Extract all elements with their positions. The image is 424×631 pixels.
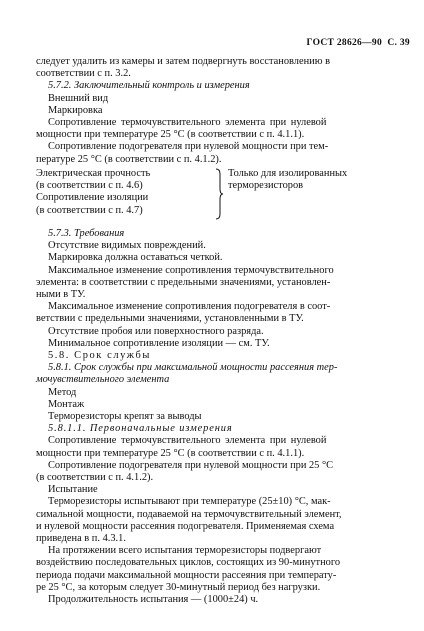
text-line: ветствии с предельными значениями, установленными в ТУ. [36, 313, 304, 325]
text-line: Испытание [48, 484, 98, 496]
page-header [306, 38, 410, 48]
text-line: мочувствительного элемента [36, 374, 170, 386]
text-block-main [36, 228, 414, 606]
text-line: Минимальное сопротивление изоляции — см. ТУ. [48, 337, 270, 349]
text-line: Максимальное изменение сопротивления подогревателя в соот- [48, 301, 331, 313]
text-line: (в соответствии с п. 4.1.2). [36, 472, 154, 484]
text-line: Сопротивление термочувствительного элемента при нулевой [48, 117, 327, 129]
brace-left-line: Сопротивление изоляции [36, 192, 149, 204]
section-heading-5-8: 5.8. Срок службы [48, 350, 151, 362]
brace-left-line: (в соответствии с п. 4.6) [36, 180, 143, 192]
text-line: Терморезисторы крепят за выводы [48, 411, 202, 423]
page-number: С. 39 [387, 38, 410, 48]
text-line: ными в ТУ. [36, 289, 86, 301]
brace-right-items [228, 168, 408, 192]
text-line: периода подачи максимальной мощности рассеяния при температу- [36, 569, 337, 581]
brace-left-line: Электрическая прочность [36, 168, 151, 179]
text-line: симальной мощности, подаваемой на термочувствительный элемент, [36, 508, 342, 520]
text-line: и нулевой мощности рассеяния подогревателя. Применяемая схема [36, 520, 335, 532]
text-line: мощности при температуре 25 °С (в соответствии с п. 4.1.1). [36, 129, 305, 141]
text-line: Монтаж [48, 398, 85, 410]
section-heading-5-8-1-1: 5.8.1.1. Первоначальные измерения [48, 423, 233, 435]
standard-number: ГОСТ 28626—90 [306, 38, 383, 48]
text-line: соответствии с п. 3.2. [36, 68, 131, 80]
text-line: Сопротивление подогревателя при нулевой мощности при тем- [48, 141, 329, 153]
text-line: Продолжительность испытания — (1000±24) ч. [48, 594, 259, 606]
text-line: мощности при температуре 25 °С (в соответствии с п. 4.1.1). [36, 447, 305, 459]
text-line: Внешний вид [48, 92, 109, 104]
section-heading-5-8-1: 5.8.1. Срок службы при максимальной мощности рассеяния тер- [48, 362, 338, 374]
text-line: Метод [48, 386, 77, 398]
section-heading-5-7-3: 5.7.3. Требования [48, 228, 125, 239]
text-line: Отсутствие видимых повреждений. [48, 240, 206, 252]
text-line: пературе 25 °С (в соответствии с п. 4.1.2). [36, 153, 222, 165]
brace-left-items [36, 168, 216, 217]
brace-right-line: Только для изолированных [228, 168, 348, 179]
text-line: элемента: в соответствии с предельными значениями, установлен- [36, 276, 331, 288]
right-curly-brace [214, 168, 224, 220]
text-line: Маркировка [48, 104, 103, 116]
text-line: Маркировка должна оставаться четкой. [48, 252, 223, 264]
text-line: На протяжении всего испытания терморезисторы подвергают [48, 545, 322, 557]
text-line: воздействию последовательных циклов, состоящих из 90-минутного [36, 557, 341, 569]
section-heading-5-7-2: 5.7.2. Заключительный контроль и измерения [48, 80, 250, 92]
text-line: приведена в п. 4.3.1. [36, 533, 126, 545]
text-line: Максимальное изменение сопротивления термочувствительного [48, 264, 334, 276]
text-line: следует удалить из камеры и затем подвергнуть восстановлению в [36, 56, 330, 67]
text-block-top [36, 56, 414, 166]
text-line: Отсутствие пробоя или поверхностного разряда. [48, 325, 264, 337]
text-line: Сопротивление подогревателя при нулевой мощности при 25 °С [48, 459, 334, 471]
brace-right-line: терморезисторов [228, 180, 304, 192]
text-line: Терморезисторы испытывают при температуре (25±10) °С, мак- [48, 496, 331, 508]
brace-group [36, 168, 416, 222]
brace-left-line: (в соответствии с п. 4.7) [36, 204, 143, 216]
text-line: ре 25 °С, за которым следует 30-минутный период без нагрузки. [36, 581, 321, 593]
text-line: Сопротивление термочувствительного элемента при нулевой [48, 435, 327, 447]
